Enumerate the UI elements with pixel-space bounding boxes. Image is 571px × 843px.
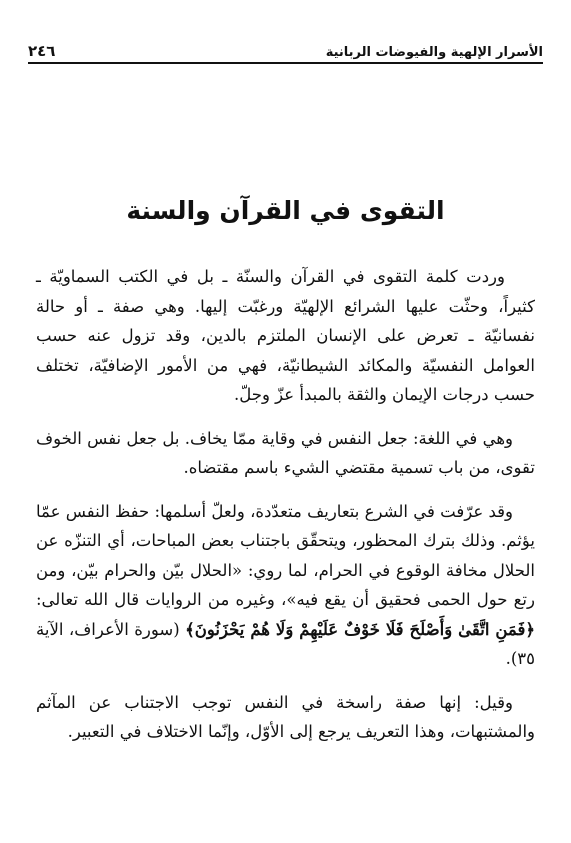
- book-title: الأسرار الإلهية والفيوضات الربانية: [325, 45, 543, 60]
- running-header: [28, 36, 543, 60]
- quran-verse: ﴿فَمَنِ اتَّقَىٰ وَأَصْلَحَ فَلَا خَوْفٌ عَلَيْهِمْ وَلَا هُمْ يَحْزَنُونَ﴾: [185, 619, 535, 639]
- paragraph-2: وهي في اللغة: جعل النفس في وقاية ممّا يخاف. بل جعل نفس الخوف تقوى، من باب تسمية مقتضي الشيء باسم مقتضاه.: [36, 428, 535, 477]
- paragraph-3: [36, 497, 535, 674]
- paragraph-4: وقيل: إنها صفة راسخة في النفس توجب الاجتناب عن المآثم والمشتبهات، وهذا التعريف يرجع إلى الأوّل، وإنّما الاختلاف في التعبير.: [36, 692, 535, 741]
- page-number: ٢٤٦: [28, 42, 56, 60]
- section-title: التقوى في القرآن والسنة: [126, 196, 445, 225]
- header-rule: [28, 62, 543, 64]
- body-text: [36, 262, 535, 761]
- paragraph-3-text: وقد عرّفت في الشرع بتعاريف متعدّدة، ولعلّ أسلمها: حفظ النفس عمّا يؤثم. وذلك بترك المحظور، ويتحقّق باجتناب بعض المباحات، أي التنزّه عن الحلال مخافة الوقوع في الحرام، لما روي: «الحلال بيّن والحرام بيّن، ومن رتع حول الحمى فحقيق أن يقع فيه»، وغيره من الروايات قال الله تعالى:: [36, 501, 535, 609]
- quran-reference: (سورة الأعراف، الآية ٣٥).: [36, 619, 535, 668]
- paragraph-1: وردت كلمة التقوى في القرآن والسنّة ـ بل في الكتب السماويّة ـ كثيراً، وحثّت عليها الشرائع الإلهيّة ورغبّت إليها. وهي صفة ـ أو حالة نفسانيّة ـ تعرض على الإنسان الملتزم بالدين، وقد تزول عنه حسب العوامل النفسيّة والمكائد الشيطانيّة، فهي من الأمور الإضافيّة، تختلف حسب درجات الإيمان والثقة بالمبدأ عزّ وجلّ.: [36, 267, 535, 404]
